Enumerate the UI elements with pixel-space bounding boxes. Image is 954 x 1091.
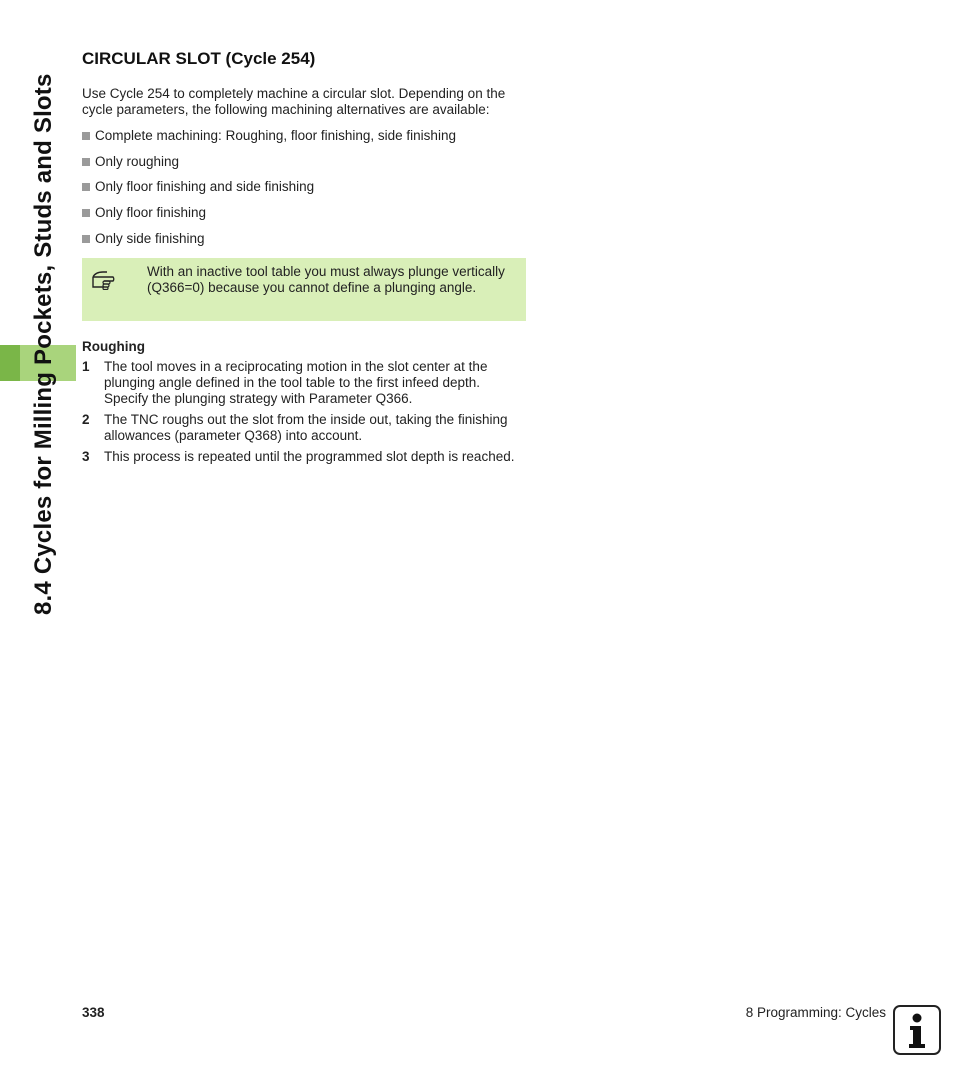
alternatives-list [82, 128, 526, 247]
side-chapter-title: 8.4 Cycles for Milling Pockets, Studs and Slots [30, 73, 57, 615]
step-text: The tool moves in a reciprocating motion in the slot center at the plunging angle defined in the tool table to the first infeed depth. Specify the plunging strategy with Parameter Q366. [104, 359, 488, 406]
square-bullet-icon [82, 183, 90, 191]
info-icon [893, 1005, 941, 1055]
list-item-text: Only floor finishing and side finishing [95, 179, 315, 195]
chapter-label: 8 Programming: Cycles [745, 1005, 886, 1020]
list-item-text: Only roughing [95, 153, 180, 169]
step-text: This process is repeated until the programmed slot depth is reached. [104, 449, 515, 464]
square-bullet-icon [82, 235, 90, 243]
note-text: With an inactive tool table you must always plunge vertically (Q366=0) because you cannot define a plunging angle. [147, 264, 505, 295]
info-glyph [895, 1007, 939, 1053]
square-bullet-icon [82, 132, 90, 140]
page-number: 338 [82, 1005, 105, 1020]
square-bullet-icon [82, 158, 90, 166]
step-number: 1 [82, 359, 90, 374]
roughing-steps [82, 359, 526, 470]
step-number: 3 [82, 449, 90, 464]
intro-paragraph: Use Cycle 254 to completely machine a circular slot. Depending on the cycle parameters, the following machining alternatives are available: [82, 86, 506, 117]
list-item-text: Complete machining: Roughing, floor finishing, side finishing [95, 128, 456, 143]
list-item-text: Only side finishing [95, 230, 205, 246]
list-item [82, 231, 526, 247]
square-bullet-icon [82, 209, 90, 217]
step-text: The TNC roughs out the slot from the inside out, taking the finishing allowances (parameter Q368) into account. [104, 412, 508, 443]
list-item [82, 412, 526, 444]
list-item [82, 179, 526, 195]
step-number: 2 [82, 412, 90, 427]
section-title: CIRCULAR SLOT (Cycle 254) [82, 49, 316, 68]
list-item [82, 359, 526, 407]
list-item-text: Only floor finishing [95, 205, 207, 221]
roughing-heading: Roughing [82, 339, 145, 354]
list-item [82, 128, 526, 144]
pointing-hand-icon [91, 268, 127, 290]
note-box [82, 258, 526, 321]
list-item [82, 205, 526, 221]
list-item [82, 154, 526, 170]
list-item [82, 449, 526, 465]
section-body [82, 48, 526, 256]
